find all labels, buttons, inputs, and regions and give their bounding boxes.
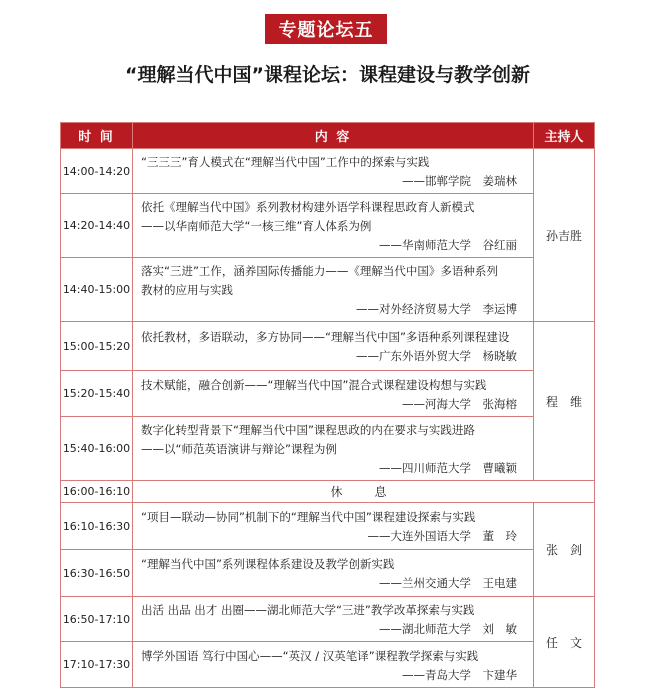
table-row <box>61 194 595 258</box>
session-speaker: ——湖北师范大学 刘 敏 <box>379 622 517 636</box>
session-speaker: ——邯郸学院 姜瑞林 <box>402 174 517 188</box>
session-title-line: 依托《理解当代中国》系列教材构建外语学科课程思政育人新模式 <box>141 200 475 214</box>
page-title: “理解当代中国”课程论坛：课程建设与教学创新 <box>125 64 530 86</box>
session-content <box>133 194 534 258</box>
session-title-line: 教材的应用与实践 <box>141 283 233 297</box>
host-name: 张 剑 <box>534 503 595 597</box>
session-time: 14:20-14:40 <box>61 194 133 258</box>
session-content <box>133 642 534 688</box>
header-host: 主持人 <box>534 123 595 149</box>
session-time: 16:30-16:50 <box>61 550 133 597</box>
table-row <box>61 503 595 550</box>
header-time: 时 间 <box>61 123 133 149</box>
session-content <box>133 258 534 322</box>
session-speaker: ——大连外国语大学 董 玲 <box>367 529 517 543</box>
table-row <box>61 371 595 417</box>
table-row <box>61 417 595 481</box>
session-title-line: “理解当代中国”系列课程体系建设及教学创新实践 <box>141 557 395 571</box>
session-content <box>133 149 534 194</box>
break-row <box>61 481 595 503</box>
session-time: 15:00-15:20 <box>61 322 133 371</box>
session-title-line: ——以“师范英语演讲与辩论”课程为例 <box>141 442 337 456</box>
session-speaker: ——广东外语外贸大学 杨晓敏 <box>356 349 517 363</box>
table-row <box>61 149 595 194</box>
header-content: 内 容 <box>133 123 534 149</box>
session-time: 17:10-17:30 <box>61 642 133 688</box>
session-speaker: ——河海大学 张海榕 <box>402 396 517 411</box>
session-speaker: ——四川师范大学 曹曦颖 <box>379 461 517 475</box>
session-time: 16:50-17:10 <box>61 597 133 642</box>
host-name: 程 维 <box>534 322 595 481</box>
session-content <box>133 503 534 550</box>
session-time: 15:40-16:00 <box>61 417 133 481</box>
session-time: 14:40-15:00 <box>61 258 133 322</box>
table-row <box>61 642 595 688</box>
table-row <box>61 597 595 642</box>
forum-badge: 专题论坛五 <box>265 14 387 44</box>
host-name: 任 文 <box>534 597 595 688</box>
session-speaker: ——兰州交通大学 王电建 <box>379 576 517 590</box>
session-title-line: 数字化转型背景下“理解当代中国”课程思政的内在要求与实践进路 <box>141 423 475 437</box>
session-title-line: “项目—联动—协同”机制下的“理解当代中国”课程建设探索与实践 <box>141 510 476 524</box>
table-row <box>61 322 595 371</box>
table-row <box>61 550 595 597</box>
session-content <box>133 322 534 371</box>
session-time: 14:00-14:20 <box>61 149 133 194</box>
session-title-line: 落实“三进”工作，涵养国际传播能力——《理解当代中国》多语种系列 <box>141 264 498 278</box>
schedule-table <box>60 122 595 688</box>
break-label: 休 息 <box>133 481 595 503</box>
session-title-line: 依托教材，多语联动，多方协同——“理解当代中国”多语种系列课程建设 <box>141 330 510 344</box>
session-time: 16:10-16:30 <box>61 503 133 550</box>
host-name: 孙吉胜 <box>534 149 595 322</box>
break-time: 16:00-16:10 <box>61 481 133 503</box>
session-content <box>133 417 534 481</box>
session-speaker: ——华南师范大学 谷红丽 <box>379 238 517 252</box>
session-title-line: 出活 出品 出才 出圈——湖北师范大学“三进”教学改革探索与实践 <box>141 603 475 617</box>
session-time: 15:20-15:40 <box>61 371 133 417</box>
session-content <box>133 597 534 642</box>
session-speaker: ——对外经济贸易大学 李运博 <box>356 302 517 316</box>
session-title-line: ——以华南师范大学“一核三维”育人体系为例 <box>141 219 372 233</box>
session-title-line: “三三三”育人模式在“理解当代中国”工作中的探索与实践 <box>141 155 430 169</box>
table-row <box>61 258 595 322</box>
table-header-row <box>61 123 595 149</box>
session-content <box>133 371 534 417</box>
session-speaker: ——青岛大学 卞建华 <box>402 667 517 682</box>
session-content <box>133 550 534 597</box>
session-title-line: 技术赋能，融合创新——“理解当代中国”混合式课程建设构想与实践 <box>141 377 487 392</box>
session-title-line: 博学外国语 笃行中国心——“英汉 / 汉英笔译”课程教学探索与实践 <box>141 648 479 663</box>
